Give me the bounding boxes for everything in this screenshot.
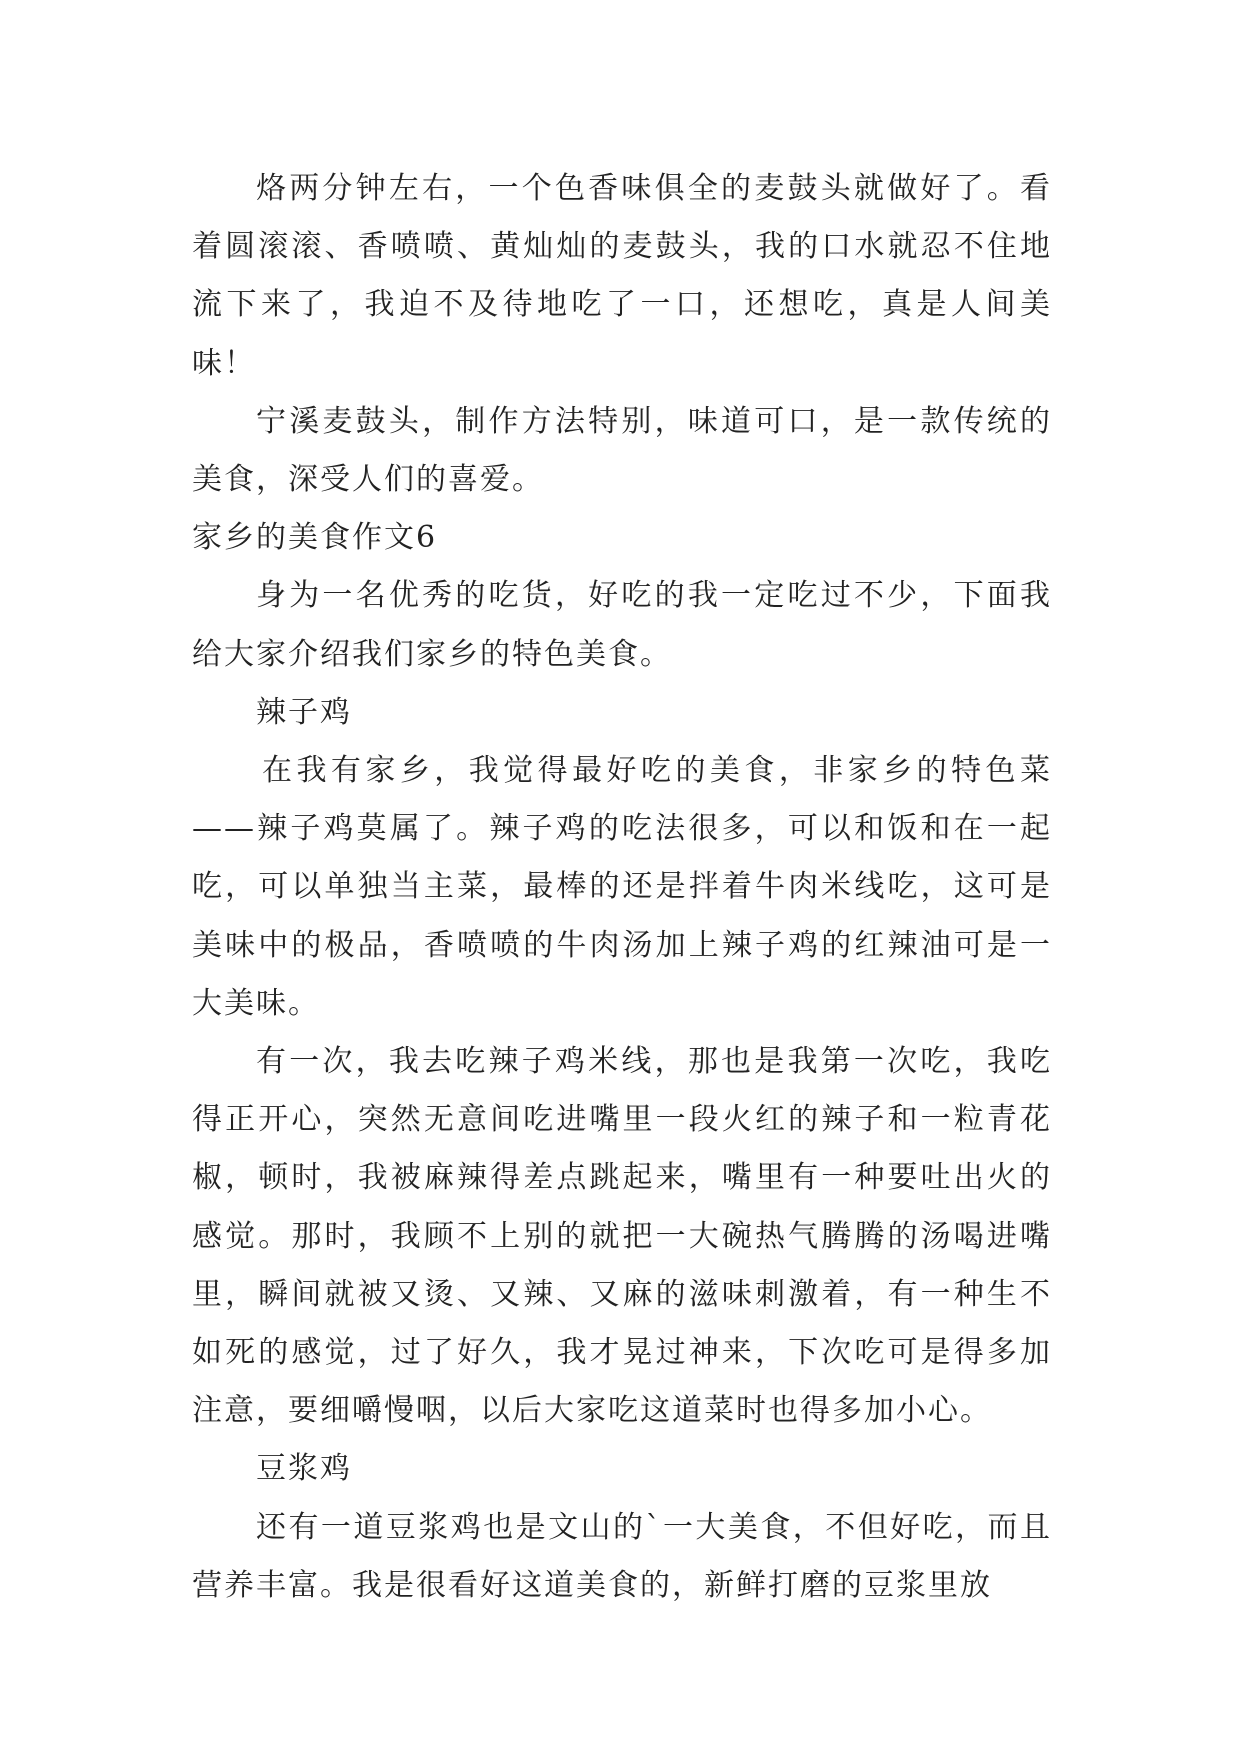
paragraph: 宁溪麦鼓头，制作方法特别，味道可口，是一款传统的美食，深受人们的喜爱。	[192, 403, 1052, 498]
paragraph: 烙两分钟左右，一个色香味俱全的麦鼓头就做好了。看着圆滚滚、香喷喷、黄灿灿的麦鼓头，我的口水就忍不住地流下来了，我迫不及待地吃了一口，还想吃，真是人间美味！	[192, 171, 1052, 381]
subheading: 豆浆鸡	[256, 1451, 352, 1487]
paragraph: 在我有家乡，我觉得最好吃的美食，非家乡的特色菜——辣子鸡莫属了。辣子鸡的吃法很多，可以和饭和在一起吃，可以单独当主菜，最棒的还是拌着牛肉米线吃，这可是美味中的极品，香喷喷的牛肉汤加上辣子鸡的红辣油可是一大美味。	[192, 753, 1052, 1021]
paragraph: 还有一道豆浆鸡也是文山的`一大美食，不但好吃，而且营养丰富。我是很看好这道美食的，新鲜打磨的豆浆里放	[192, 1509, 1052, 1603]
section-heading: 家乡的美食作文6	[192, 520, 438, 556]
subheading: 辣子鸡	[256, 694, 352, 730]
paragraph: 有一次，我去吃辣子鸡米线，那也是我第一次吃，我吃得正开心，突然无意间吃进嘴里一段火红的辣子和一粒青花椒，顿时，我被麻辣得差点跳起来，嘴里有一种要吐出火的感觉。那时，我顾不上别的就把一大碗热气腾腾的汤喝进嘴里，瞬间就被又烫、又辣、又麻的滋味刺激着，有一种生不如死的感觉，过了好久，我才晃过神来，下次吃可是得多加注意，要细嚼慢咽，以后大家吃这道菜时也得多加小心。	[192, 1044, 1052, 1429]
paragraph: 身为一名优秀的吃货，好吃的我一定吃过不少，下面我给大家介绍我们家乡的特色美食。	[192, 578, 1052, 672]
document-body	[192, 160, 1052, 1615]
